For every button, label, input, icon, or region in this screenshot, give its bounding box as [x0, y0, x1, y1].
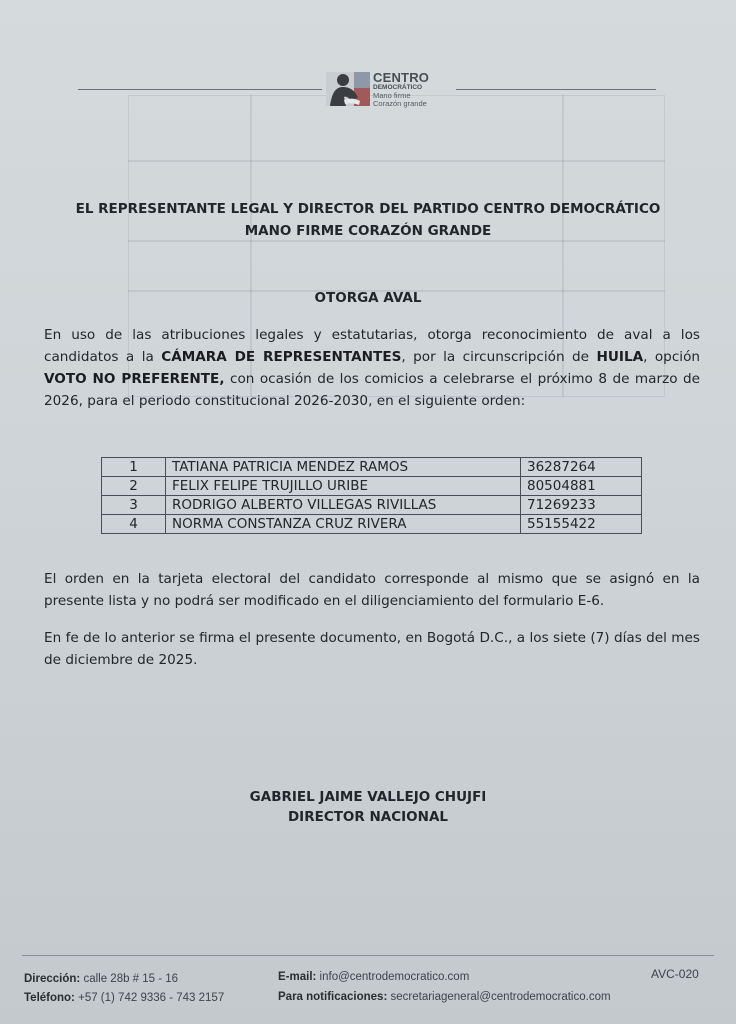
table-row: [102, 477, 642, 496]
footer-address-label: Dirección:: [24, 973, 81, 985]
logo-tagline-1: Mano firme: [373, 90, 411, 100]
footer-phone-value: +57 (1) 742 9336 - 743 2157: [78, 992, 225, 1004]
signatory-role: DIRECTOR NACIONAL: [287, 809, 449, 825]
header-rule-left: [78, 89, 322, 90]
footer-address-value: calle 28b # 15 - 16: [83, 973, 179, 985]
intro-district: HUILA: [596, 349, 644, 365]
bleed-through-line: [128, 240, 665, 242]
intro-text-4: con ocasión de los comicios a celebrarse el próximo 8 de marzo de 2026, para el periodo constitucional 2026-2030, en el siguiente orden:: [44, 371, 700, 409]
document-title-line-1: EL REPRESENTANTE LEGAL Y DIRECTOR DEL PARTIDO CENTRO DEMOCRÁTICO: [75, 201, 661, 217]
signatory-name: GABRIEL JAIME VALLEJO CHUJFI: [249, 789, 487, 805]
party-logo-icon: [326, 70, 370, 108]
document-code: AVC-020: [651, 967, 699, 981]
candidate-id: 80504881: [521, 477, 642, 496]
bleed-through-line: [128, 160, 665, 162]
intro-text-3: , opción: [643, 349, 700, 365]
footer-notifications-label: Para notificaciones:: [278, 991, 388, 1003]
candidate-order: 1: [102, 458, 166, 477]
footer-phone-label: Teléfono:: [24, 992, 75, 1004]
intro-paragraph: [44, 324, 700, 412]
intro-text-2: , por la circunscripción de: [401, 349, 597, 365]
logo-subname: DEMOCRÁTICO: [373, 84, 423, 91]
candidate-id: 71269233: [521, 496, 642, 515]
footer-email-link[interactable]: info@centrodemocratico.com: [319, 971, 470, 983]
party-logo-text: [373, 71, 429, 108]
logo-name: CENTRO: [373, 70, 430, 85]
candidate-name: FELIX FELIPE TRUJILLO URIBE: [166, 477, 521, 496]
candidate-order: 4: [102, 515, 166, 534]
candidate-order: 3: [102, 496, 166, 515]
document-title-line-2: MANO FIRME CORAZÓN GRANDE: [244, 223, 492, 239]
party-logo: [326, 70, 456, 110]
candidate-name: RODRIGO ALBERTO VILLEGAS RIVILLAS: [166, 496, 521, 515]
intro-chamber: CÁMARA DE REPRESENTANTES: [161, 349, 402, 365]
footer-email-label: E-mail:: [278, 971, 317, 983]
candidate-name: TATIANA PATRICIA MENDEZ RAMOS: [166, 458, 521, 477]
footer-notifications-link[interactable]: secretariageneral@centrodemocratico.com: [390, 991, 611, 1003]
candidate-order: 2: [102, 477, 166, 496]
footer-notifications: [278, 991, 611, 1003]
footer-email: [278, 971, 469, 983]
footer-phone: [24, 992, 224, 1004]
signature-note-paragraph: En fe de lo anterior se firma el presente documento, en Bogotá D.C., a los siete (7) días del mes de diciembre de 2025.: [44, 630, 700, 668]
table-row: [102, 515, 642, 534]
table-row: [102, 496, 642, 515]
intro-text-1: En uso de las atribuciones legales y estatutarias, otorga reconocimiento de aval a los candidatos a la: [44, 327, 700, 365]
section-title: OTORGA AVAL: [314, 290, 422, 306]
footer-rule: [22, 955, 714, 956]
footer-address: [24, 973, 178, 985]
order-note-paragraph: El orden en la tarjeta electoral del candidato corresponde al mismo que se asignó en la presente lista y no podrá ser modificado en el diligenciamiento del formulario E-6.: [44, 571, 700, 609]
candidates-table: [101, 457, 642, 534]
table-row: [102, 458, 642, 477]
logo-tagline-2: Corazón grande: [373, 98, 427, 108]
candidate-id: 55155422: [521, 515, 642, 534]
header-rule-right: [456, 89, 656, 90]
candidate-name: NORMA CONSTANZA CRUZ RIVERA: [166, 515, 521, 534]
intro-vote-type: VOTO NO PREFERENTE,: [44, 371, 225, 387]
candidate-id: 36287264: [521, 458, 642, 477]
